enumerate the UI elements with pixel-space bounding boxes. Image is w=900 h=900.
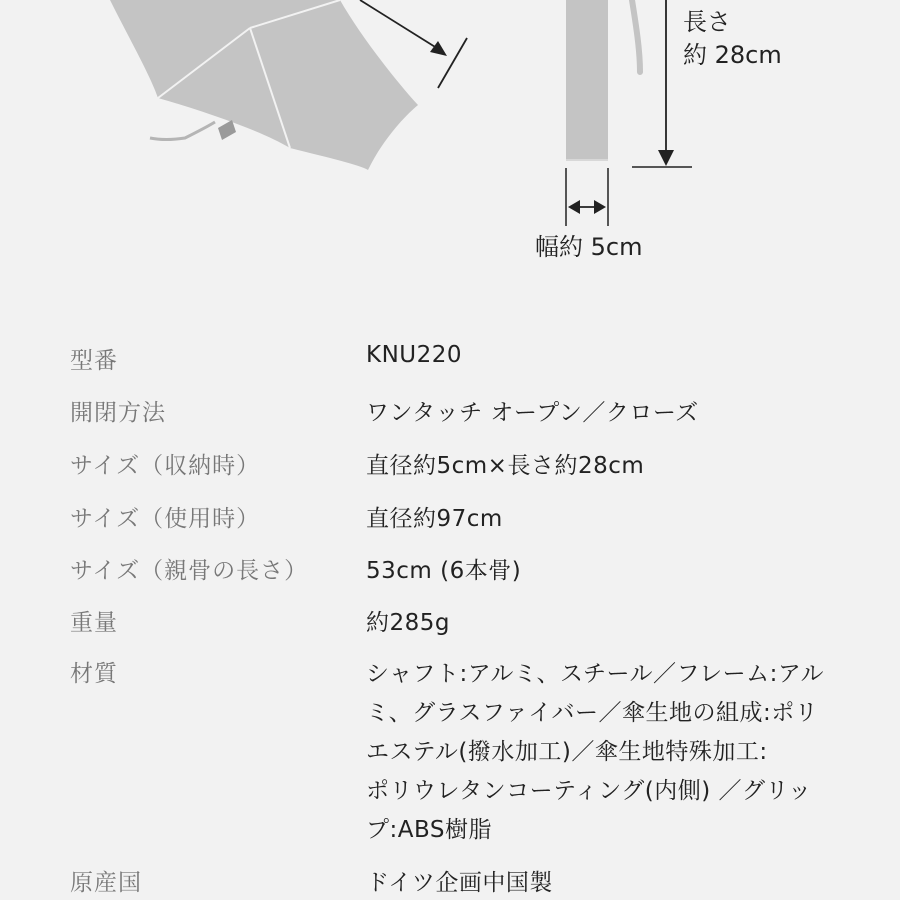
spec-label: サイズ（使用時） xyxy=(70,506,261,532)
open-umbrella-illustration xyxy=(110,0,418,170)
spec-value: KNU220 xyxy=(366,342,463,368)
spec-value: 53cm (6本骨) xyxy=(366,558,522,584)
spec-value: ワンタッチ オープン／クローズ xyxy=(366,400,699,426)
spec-label: サイズ（収納時） xyxy=(70,453,261,479)
spec-label: 型番 xyxy=(70,348,118,374)
spec-value: 直径約97cm xyxy=(366,506,503,532)
length-label: 長さ xyxy=(683,8,731,36)
spec-label: 重量 xyxy=(70,610,118,636)
spec-value: 約285g xyxy=(366,610,450,636)
spec-label: 材質 xyxy=(70,661,118,687)
material-line: プ:ABS樹脂 xyxy=(366,817,492,843)
spec-value-material xyxy=(366,655,836,850)
spec-value: ドイツ企画中国製 xyxy=(366,870,553,896)
spec-value: 直径約5cm×長さ約28cm xyxy=(366,453,645,479)
material-line: ミ、グラスファイバー／傘生地の組成:ポリ xyxy=(366,700,819,726)
spec-label: 原産国 xyxy=(70,870,142,896)
width-label: 幅約 5cm xyxy=(535,233,643,261)
spec-label: サイズ（親骨の長さ） xyxy=(70,558,309,584)
material-line: エステル(撥水加工)／傘生地特殊加工: xyxy=(366,739,768,765)
collapsed-umbrella-illustration xyxy=(566,0,640,160)
length-value: 約 28cm xyxy=(683,41,782,69)
width-dimension-arrow xyxy=(566,168,608,226)
material-line: ポリウレタンコーティング(内側) ／グリッ xyxy=(366,778,812,804)
material-line: シャフト:アルミ、スチール／フレーム:アル xyxy=(366,661,824,687)
spec-label: 開閉方法 xyxy=(70,400,166,426)
